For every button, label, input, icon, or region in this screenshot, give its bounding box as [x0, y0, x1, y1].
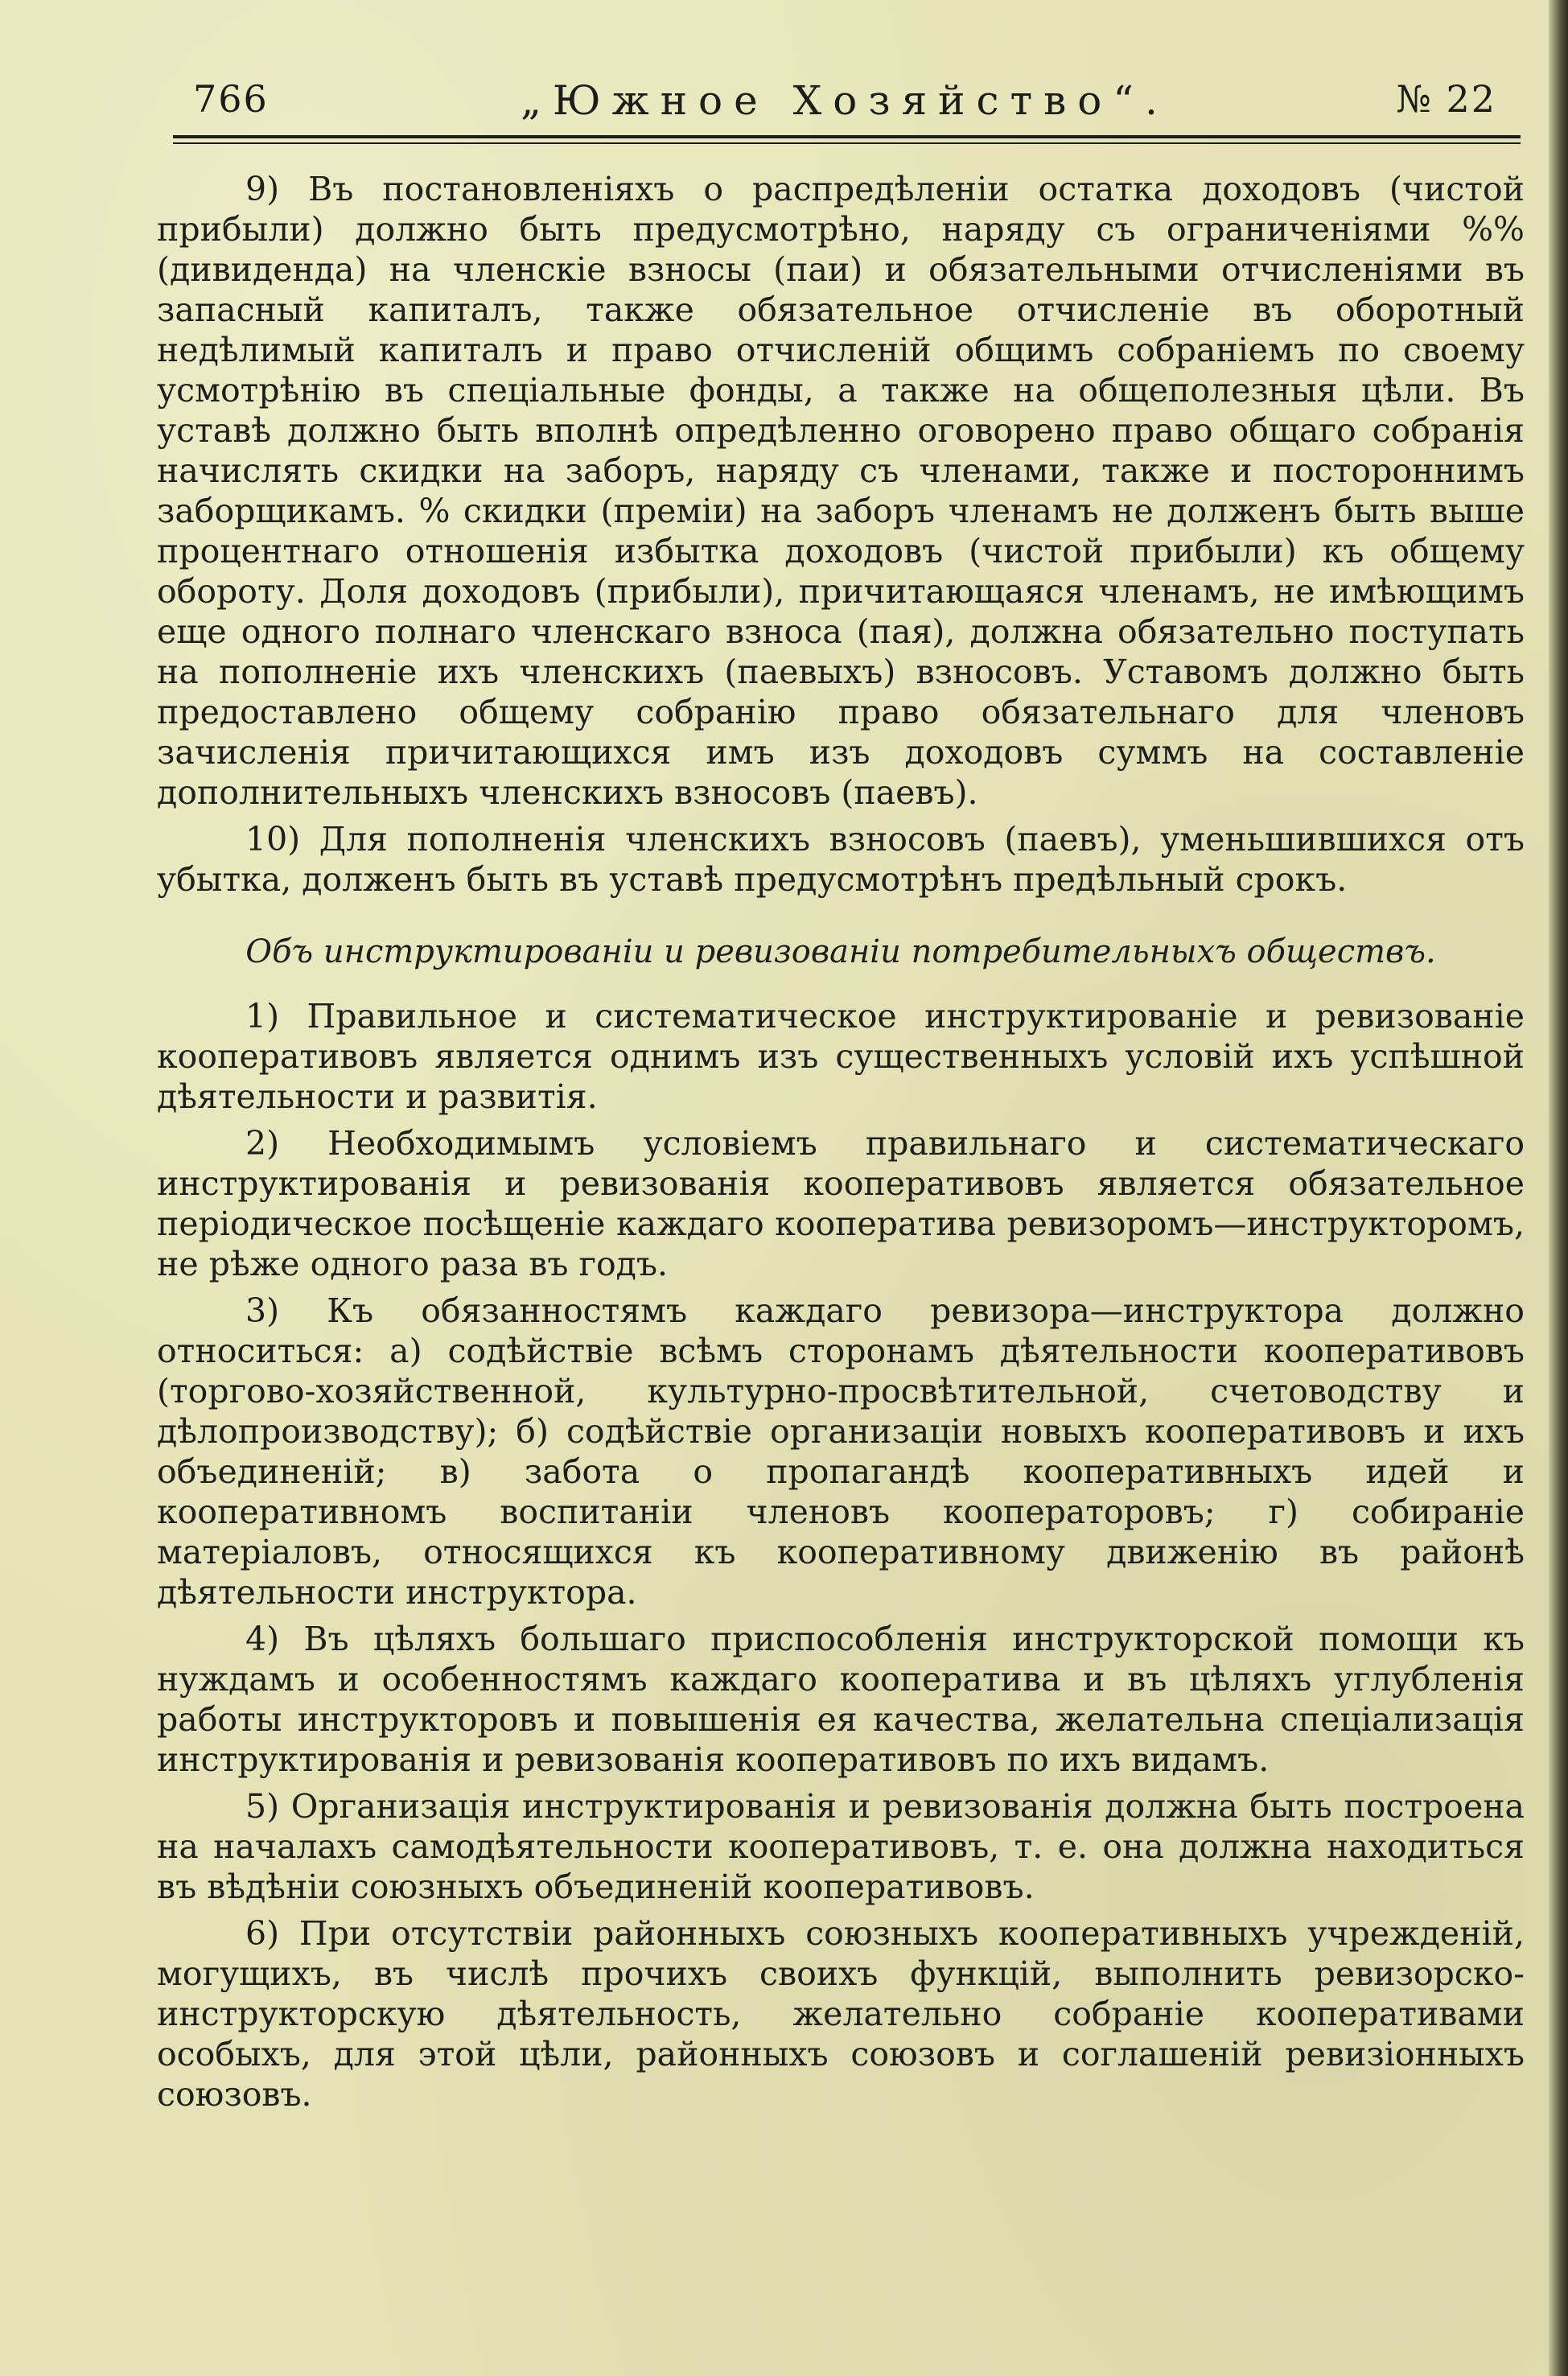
- section-heading: Объ инструктированіи и ревизованіи потребительныхъ обществъ.: [245, 933, 1436, 970]
- section-paragraph-5: 5) Организація инструктированія и ревизованія должна быть построена на началахъ самодѣятельности кооперативовъ, т. е. она должна находиться въ вѣдѣніи союзныхъ объединеній кооперативовъ.: [157, 1787, 1525, 1906]
- section-paragraph-6: 6) При отсутствіи районныхъ союзныхъ кооперативныхъ учрежденій, могущихъ, въ числѣ прочихъ своихъ функцій, выполнить ревизорско-инструкторскую дѣятельность, желательно собраніе кооперативами особыхъ, для этой цѣли, районныхъ союзовъ и соглашеній ревизіонныхъ союзовъ.: [157, 1914, 1525, 2114]
- section-paragraph-3: 3) Къ обязанностямъ каждаго ревизора—инструктора должно относиться: а) содѣйствіе всѣмъ сторонамъ дѣятельности кооперативовъ (торгово-хозяйственной, культурно-просвѣтительной, счетоводству и дѣлопроизводству); б) содѣйствіе организаціи новыхъ кооперативовъ и ихъ объединеній; в) забота о пропагандѣ кооперативныхъ идей и кооперативномъ воспитаніи членовъ кооператоровъ; г) собираніе матеріаловъ, относящихся къ кооперативному движенію въ районѣ дѣятельности инструктора.: [157, 1291, 1525, 1612]
- book-spine-edge: [1549, 0, 1568, 2376]
- section-paragraph-2: 2) Необходимымъ условіемъ правильнаго и систематическаго инструктированія и ревизованія кооперативовъ является обязательное періодическое посѣщеніе каждаго кооператива ревизоромъ—инструкторомъ, не рѣже одного раза въ годъ.: [157, 1124, 1525, 1283]
- paragraph-10: 10) Для пополненія членскихъ взносовъ (паевъ), уменьшившихся отъ убытка, долженъ быть въ уставѣ предусмотрѣнъ предѣльный срокъ.: [157, 820, 1525, 899]
- header-rule-thick: [173, 135, 1521, 138]
- issue-number: № 22: [1396, 77, 1496, 121]
- journal-title: „Южное Хозяйство“.: [521, 77, 1169, 124]
- paragraph-9: 9) Въ постановленіяхъ о распредѣленіи остатка доходовъ (чистой прибыли) должно быть предусмотрѣно, наряду съ ограниченіями %% (дивиденда) на членскіе взносы (паи) и обязательными отчисленіями въ запасный капиталъ, также обязательное отчисленіе въ оборотный недѣлимый капиталъ и право отчисленій общимъ собраніемъ по своему усмотрѣнію въ спеціальные фонды, а также на общеполезныя цѣли. Въ уставѣ должно быть вполнѣ опредѣленно оговорено право общаго собранія начислять скидки на заборъ, наряду съ членами, также и постороннимъ заборщикамъ. % скидки (преміи) на заборъ членамъ не долженъ быть выше процентнаго отношенія избытка доходовъ (чистой прибыли) къ общему обороту. Доля доходовъ (прибыли), причитающаяся членамъ, не имѣющимъ еще одного полнаго членскаго взноса (пая), должна обязательно поступать на пополненіе ихъ членскихъ (паевыхъ) взносовъ. Уставомъ должно быть предоставлено общему собранію право обязательнаго для членовъ зачисленія причитающихся имъ изъ доходовъ суммъ на составленіе дополнительныхъ членскихъ взносовъ (паевъ).: [157, 170, 1525, 812]
- header-rule-thin: [173, 142, 1521, 144]
- article-body: [157, 169, 1525, 2121]
- page-number: 766: [193, 77, 269, 121]
- running-header: [177, 77, 1512, 134]
- section-paragraph-1: 1) Правильное и систематическое инструктированіе и ревизованіе кооперативовъ является однимъ изъ существенныхъ условій ихъ успѣшной дѣятельности и развитія.: [157, 997, 1525, 1116]
- section-paragraph-4: 4) Въ цѣляхъ большаго приспособленія инструкторской помощи къ нуждамъ и особенностямъ каждаго кооператива и въ цѣляхъ углубленія работы инструкторовъ и повышенія ея качества, желательна спеціализація инструктированія и ревизованія кооперативовъ по ихъ видамъ.: [157, 1620, 1525, 1779]
